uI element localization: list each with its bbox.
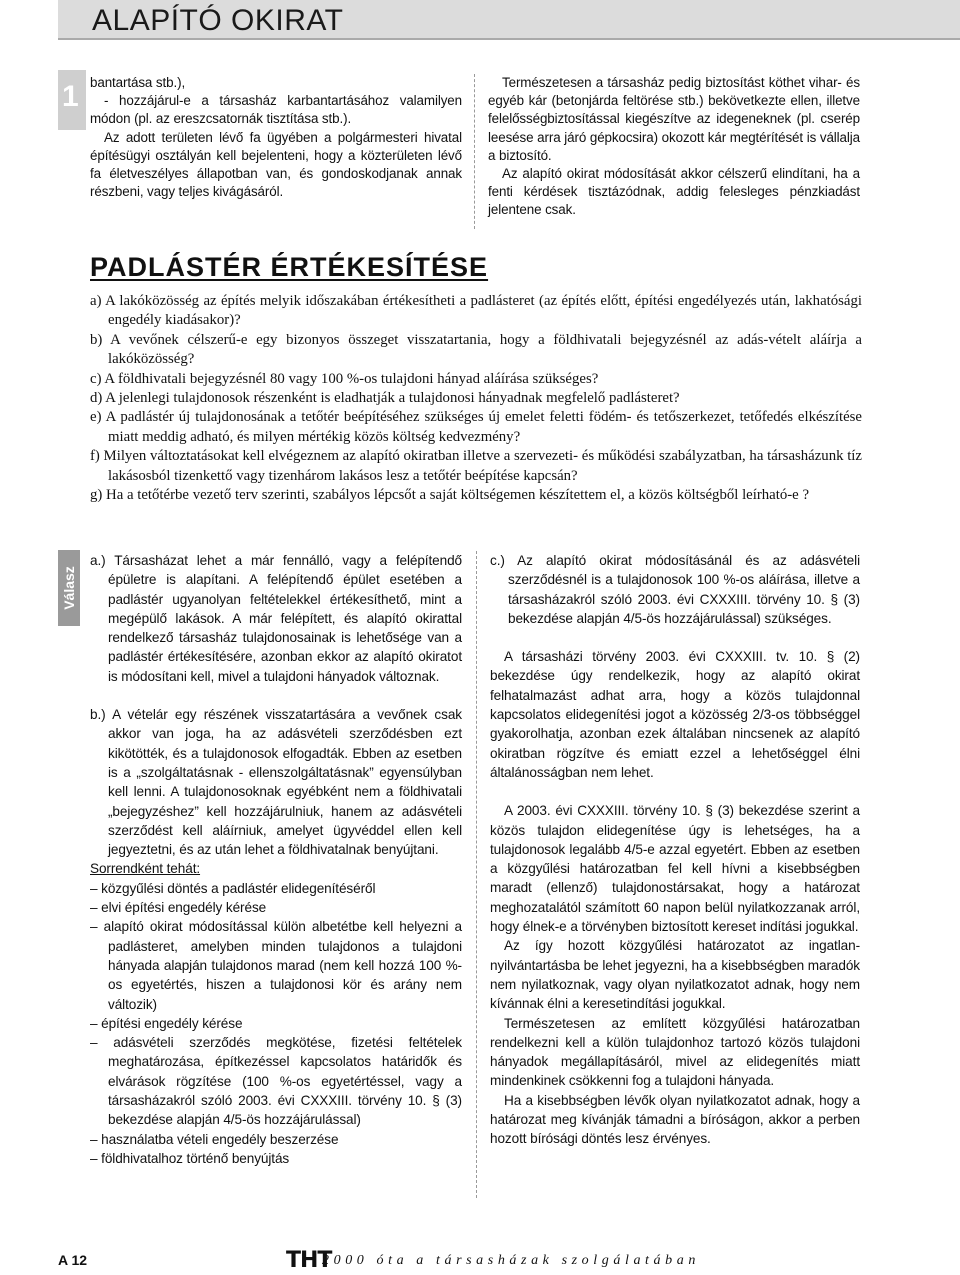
step-item: – alapító okirat módosítással külön albetétbe kell helyezni a padlásteret, amelyben minden tulajdonos a tulajdoni hányada alapján tulajdonos marad (nem kell hozzá 100 %-os egyetértés, hiszen a tulajdonosi kör és arány nem változik) bbox=[90, 919, 462, 1012]
question-item: g) Ha a tetőtérbe vezető terv szerinti, szabályos lépcsőt a saját költségemen készítettem el, a közös költségből leírható-e ? bbox=[90, 487, 810, 504]
answer-paragraph: b.) A vételár egy részének visszatartására a vevőnek csak akkor van joga, ha az adásvételi szerződésben ezt kikötötték, és a tulajdonosok elfogadták. Ebben az esetben is a „szolgáltatásnak - ellenszolgáltatásnak” egyensúlyban kell lenni. A tulajdonosoknak egyébként nem a földhivatali „bejegyzéshez” kell hozzájárulniuk, hanem az adásvételi szerződést kell aláírniuk, amelyet ügyvéddel ellen kell jegyeztetni, és az után lehet a földhivatalnak benyújtani. bbox=[90, 707, 462, 858]
header-divider bbox=[58, 38, 960, 40]
paragraph: Az adott területen lévő fa ügyében a polgármesteri hivatal építésügyi osztályán kell bejelenteni, hogy a közterületen lévő fa életveszélyes állapotban van, és gondoskodjanak annak részbeni, vagy teljes kivágásáról. bbox=[90, 129, 462, 200]
column-divider bbox=[474, 74, 475, 229]
order-heading: Sorrendként tehát: bbox=[90, 861, 201, 877]
page-number: A 12 bbox=[58, 1252, 88, 1268]
step-item: – közgyűlési döntés a padlástér elidegenítéséről bbox=[90, 880, 376, 896]
step-item: – használatba vételi engedély beszerzése bbox=[90, 1131, 339, 1147]
answer-paragraph: Az így hozott közgyűlési határozatot az ingatlan-nyilvántartásba be lehet jegyezni, ha a kisebbségben maradók nem nyilatkoznak, vagy olyan nyilatkozatot adnak, hogy nem kívánnak élni a keresetindítási jogukkal. bbox=[490, 938, 860, 1012]
answer-paragraph: c.) Az alapító okirat módosításánál és az adásvételi szerződésnél is a tulajdonosok 100 %-os aláírása, illetve a társasházakról szóló 2003. évi CXXXIII. törvény 10. § (3) bekezdése alapján 4/5-ös hozzájárulással) szükséges. bbox=[490, 553, 860, 626]
step-item: – földhivatalhoz történő benyújtás bbox=[90, 1150, 290, 1166]
question-list bbox=[90, 292, 862, 505]
step-item: – elvi építési engedély kérése bbox=[90, 900, 267, 916]
step-item: – adásvételi szerződés megkötése, fizetési feltételek meghatározása, építkezéssel kapcsolatos határidők és elvárások rögzítése (100 %-os egyetértéssel, vagy a társasházakról szóló 2003. évi CXXXIII. törvény 10. § (3) bekezdése alapján 4/5-ös hozzájárulással) bbox=[90, 1035, 462, 1128]
question-item: b) A vevőnek célszerű-e egy bizonyos összeget visszatartania, hogy a földhivatali bejegyzésnél az adás-vételt aláírja a lakóközösség? bbox=[90, 331, 862, 368]
top-right-column bbox=[488, 74, 860, 220]
column-divider bbox=[476, 551, 477, 1198]
answer-left-column bbox=[90, 551, 462, 1168]
footer-slogan: 2000 óta a társasházak szolgálatában bbox=[322, 1253, 700, 1268]
answer-right-column bbox=[490, 551, 860, 1149]
answer-paragraph: A társasházi törvény 2003. évi CXXXIII. tv. 10. § (2) bekezdése úgy rendelkezik, hogy az alapító okirat felhatalmazást adhat arra, hogy a közös tulajdonnal kapcsolatos elidegenítési jogot a közösség 2/3-os többséggel gyakorolhatja, azonban ezek általában nincsenek az alapító okiratban rögzítve és emiatt ezzel a lehetőséggel élni általánosságban nem lehet. bbox=[490, 649, 860, 780]
answer-paragraph: Ha a kisebbségben lévők olyan nyilatkozatot adnak, hogy a határozat meg kívánják támadni a bíróságon, akkor a perben hozott bírósági döntés lesz érvényes. bbox=[490, 1092, 860, 1147]
top-left-column bbox=[90, 74, 462, 201]
question-item: d) A jelenlegi tulajdonosok részenként is eladhatják a tulajdonosi hányadnak megfelelő padlásteret? bbox=[90, 390, 680, 407]
answer-paragraph: a.) Társasházat lehet a már fennálló, vagy a felépítendő épületre is alapítani. A felépítendő épület esetében a padlástér ugyanolyan feltételekkel értékesíthető, mint a megépülő lakások. A már felépített, és alapító okirattal rendelkező társasház tulajdonosainak is lehetősége van a padlástér értékesítésére, azonban ekkor az alapító okiratot is módosítani kell, mivel a tulajdoni hányadok változnak. bbox=[90, 553, 462, 684]
chapter-number: 1 bbox=[62, 80, 79, 113]
paragraph: Természetesen a társasház pedig biztosítást köthet vihar- és egyéb kár (betonjárda feltörése stb.) bekövetkezte ellen, illetve felelősségbiztosítással kiegészítve az idegeneknek (pl. cserép leesése arra járó gépkocsira) okozott kár megtérítését is vállalja a biztosító. bbox=[488, 75, 860, 163]
question-item: f) Milyen változtatásokat kell elvégeznem az alapító okiratban illetve a szervezeti- és működési szabályzatban, ha társasházunk tíz lakásosból tizenkettő vagy tizenhárom lakásos lesz a tetőtér beépítése kapcsán? bbox=[90, 448, 862, 484]
answer-paragraph: A 2003. évi CXXXIII. törvény 10. § (3) bekezdése szerint a közös tulajdon elidegenítése úgy is lehetséges, ha a tulajdonosok legalább 4/5-e azzal egyetért. Ebben az esetben a közgyűlési határozatban fel kell hívni a kisebbségben maradt (ellenző) tulajdonostársakat, hogy a határozat meghozatalától számított 60 napon belül nyilatkozzanak arról, hogy élnek-e a törvényben biztosított kereset indítási jogukkal. bbox=[490, 803, 860, 935]
question-item: e) A padlástér új tulajdonosának a tetőtér beépítéséhez szükséges új emelet feletti födém- és tetőszerkezet, tetőfedés elkészítése miatt meddig adható, és milyen mértékig közös költség kedvezmény? bbox=[90, 409, 862, 445]
section-title: PADLÁSTÉR ÉRTÉKESÍTÉSE bbox=[90, 252, 489, 282]
answer-paragraph: Természetesen az említett közgyűlési határozatban rendelkezni kell a külön tulajdonhoz tartozó közös tulajdoni hányadok megállapításáról, mivel az elidegenítés miatt mindenkinek csökkenni fog a tulajdoni hányada. bbox=[490, 1015, 860, 1089]
question-item: a) A lakóközösség az építés melyik időszakában értékesítheti a padlásteret (az építés előtt, építési engedélyezés után, lakhatósági engedély kiadásakor)? bbox=[90, 293, 862, 329]
paragraph: bantartása stb.), bbox=[90, 75, 186, 90]
paragraph: Az alapító okirat módosítását akkor célszerű elindítani, ha a fenti kérdések tisztázódnak, addig felesleges pénzkiadást jelentene csak. bbox=[488, 166, 860, 218]
tht-logo: THT bbox=[286, 1248, 332, 1273]
step-item: – építési engedély kérése bbox=[90, 1015, 243, 1031]
page-title: ALAPÍTÓ OKIRAT bbox=[92, 4, 344, 37]
question-item: c) A földhivatali bejegyzésnél 80 vagy 100 %-os tulajdoni hányad aláírása szükséges? bbox=[90, 370, 599, 387]
answer-label: Válasz bbox=[61, 566, 77, 610]
paragraph: - hozzájárul-e a társasház karbantartásához valamilyen módon (pl. az ereszcsatornák tisztítása stb.). bbox=[90, 93, 462, 127]
